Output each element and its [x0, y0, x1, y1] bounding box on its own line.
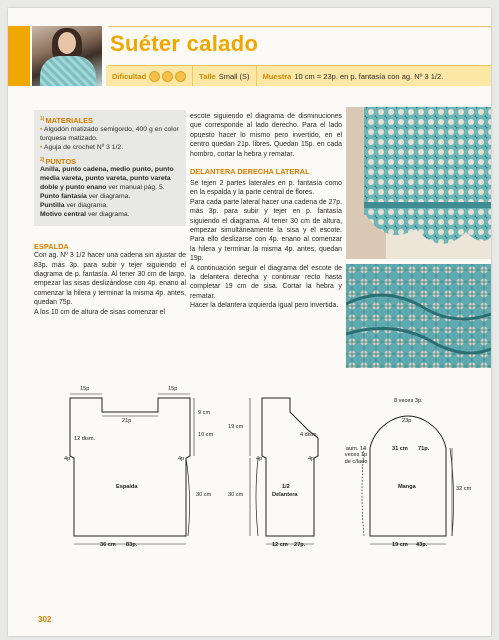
back-side-right: 4p: [178, 456, 185, 462]
neckline-paragraph: escote siguiendo el diagrama de disminuciones que corresponde al lado derecho. Para el lado opuesto hacer lo mismo pero invertido, en el centro quedan 21p. libres. Quedan 15p. en cada hombro, cortar la hebra y rematar.: [190, 113, 342, 158]
front-decreases: 4 dism.: [300, 432, 319, 438]
difficulty-label: Dificultad: [112, 71, 147, 81]
back-armhole: 10 cm: [198, 432, 214, 438]
back-paragraph-2: A los 10 cm de altura de sisas comenzar el: [34, 308, 165, 316]
back-decreases: 12 dism.: [74, 436, 96, 442]
front-side-left: 4p: [256, 456, 263, 462]
front-heading: DELANTERA DERECHA LATERAL: [190, 166, 310, 176]
stitch-motivo: Motivo central ver diagrama.: [40, 211, 130, 219]
front-piece-name: Delantera: [272, 492, 298, 498]
magazine-page: [8, 8, 491, 636]
difficulty-rating-icon: [149, 71, 186, 82]
sleeve-cuff-cm: 19 cm: [392, 542, 408, 548]
pattern-header: [8, 26, 491, 98]
stitch-puntilla: Puntilla ver diagrama.: [40, 202, 108, 210]
back-piece-name: Espalda: [116, 484, 138, 490]
sleeve-increases: aum. 14 veces 1p de c/lado: [344, 446, 368, 465]
sleeve-cuff-stitches: 43p.: [416, 542, 428, 548]
back-side-left: 4p: [64, 456, 71, 462]
sleeve-upper-stitches: 71p.: [418, 446, 430, 452]
front-body-height: 30 cm: [228, 492, 244, 498]
materials-heading: $^{1)}$MATERIALES: [40, 116, 93, 125]
front-width-stitches: 27p.: [294, 542, 306, 548]
front-side-right: 4p: [308, 456, 315, 462]
sleeve-detail-photo: [346, 107, 491, 259]
pattern-title: Suéter calado: [110, 31, 259, 56]
back-paragraph: Con ag. Nº 3 1/2 hacer una cadena sin ajustar de 83p. más 3p. para subir y tejer siguiendo el diagrama de p. fantasía. Al tener 30 cm de largo, empezar las sisas deslizándose con 4p. enano al comenzar la hilera y terminar la misma 4p. antes, quedan 75p.: [34, 252, 186, 307]
difficulty-cell: [106, 66, 193, 86]
schematics: [8, 388, 491, 558]
gauge-label: Muestra: [262, 71, 292, 81]
page-number: 302: [38, 615, 52, 624]
stitch-fantasia: Punto fantasía ver diagrama.: [40, 193, 131, 201]
gauge-cell: [257, 66, 450, 86]
material-item: • Algodón matizado semigordo, 400 g en color turquesa matizado.: [40, 126, 180, 144]
back-neck-depth: 9 cm: [198, 410, 211, 416]
sleeve-cap-note: 8 veces 3p.: [394, 398, 423, 404]
front-width-cm: 12 cm: [272, 542, 288, 548]
materials-box: [34, 110, 186, 226]
sleeve-cap: 23p: [402, 418, 412, 424]
back-shoulder-right: 15p: [168, 386, 178, 392]
text-column-1: [34, 110, 186, 317]
back-heading: ESPALDA: [34, 242, 69, 252]
stitches-heading: $^{2)}$PUNTOS: [40, 156, 77, 166]
material-item: • Aguja de crochet Nº 3 1/2.: [40, 144, 180, 153]
front-piece-fraction: 1/2: [282, 484, 290, 490]
sleeve-piece-name: Manga: [398, 484, 416, 490]
sleeve-length: 32 cm: [456, 486, 472, 492]
back-body-height: 30 cm: [196, 492, 212, 498]
size-value: Small (S): [218, 71, 250, 81]
size-label: Talle: [199, 71, 216, 81]
yoke-detail-photo: [346, 264, 491, 368]
text-column-2: [190, 112, 342, 310]
schematic-drawings: [8, 388, 491, 558]
gauge-value: 10 cm = 23p. en p. fantasía con ag. Nº 3 1/2.: [294, 71, 444, 81]
front-paragraph: Para cada parte lateral hacer una cadena de 27p. más 3p. para subir y tejer en p. fantasía siguiendo el diagrama. Al tener 30 cm de altura, empezar simultáneamente la sisa y el escote. Para ello deslizarse con 4p. enano al comenzar la hilera y terminar la misma 4p. antes, quedan 19p.: [190, 198, 342, 263]
header-accent-bar: [8, 26, 30, 86]
back-width-cm: 36 cm: [100, 542, 116, 548]
front-paragraph: Hacer la delantera izquierda igual pero invertida.: [190, 302, 339, 310]
front-paragraph: Se tejen 2 partes laterales en p. fantasía como en la espalda y la parte central de flores.: [190, 180, 342, 197]
back-shoulder-left: 15p: [80, 386, 90, 392]
model-thumbnail: [32, 26, 102, 86]
front-paragraph: A continuación seguir el diagrama del escote de la delantera derecha y continuar recto hasta completar 19 cm de sisa. Cortar la hebra y rematar.: [190, 264, 342, 300]
sleeve-upper-cm: 31 cm: [392, 446, 408, 452]
back-width-stitches: 83p.: [126, 542, 138, 548]
info-bar: [106, 66, 491, 86]
size-cell: [193, 66, 256, 86]
stitches-list: Anilla, punto cadena, medio punto, punto media vareta, punto vareta, punto vareta doble y punto enano ver manual pág. 5.: [40, 166, 174, 192]
back-neck: 21p: [122, 418, 132, 424]
front-armhole: 19 cm: [228, 424, 244, 430]
